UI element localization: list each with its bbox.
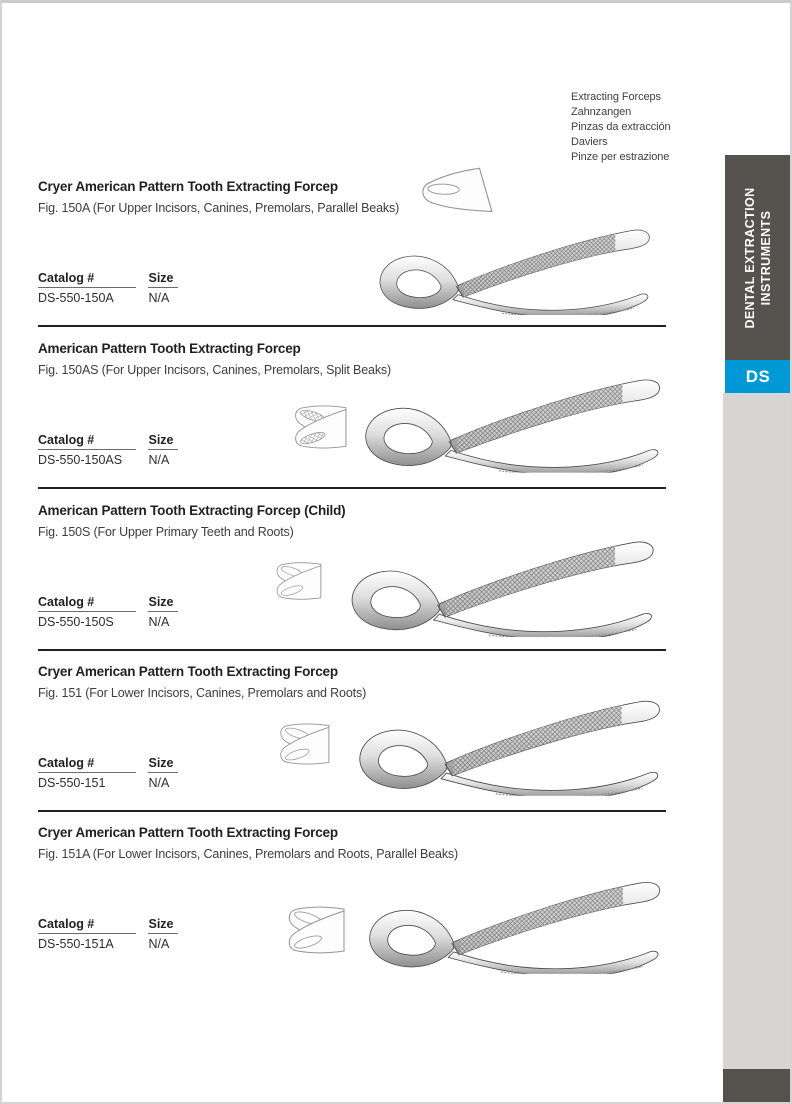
catalog-number: DS-550-151A xyxy=(38,937,114,951)
catalog-number: DS-550-151 xyxy=(38,776,106,790)
product-title: Cryer American Pattern Tooth Extracting Forcep xyxy=(38,664,338,679)
rail-footer-block xyxy=(723,1069,792,1104)
beak-tips-drawing xyxy=(274,700,338,788)
size-header: Size xyxy=(148,756,178,773)
rail-background xyxy=(723,393,792,1069)
section-divider xyxy=(38,325,666,327)
product-section xyxy=(38,503,666,664)
category-tab-label: DENTAL EXTRACTION INSTRUMENTS xyxy=(742,186,773,329)
catalog-header: Catalog # xyxy=(38,595,136,612)
size-value: N/A xyxy=(148,937,170,951)
product-title: American Pattern Tooth Extracting Forcep (Child) xyxy=(38,503,346,518)
spec-table xyxy=(38,271,178,305)
spec-table xyxy=(38,433,178,467)
translations-block xyxy=(571,90,671,165)
ds-badge: DS xyxy=(725,360,791,393)
catalog-header: Catalog # xyxy=(38,433,136,450)
product-section xyxy=(38,825,666,986)
product-title: American Pattern Tooth Extracting Forcep xyxy=(38,341,301,356)
spec-table xyxy=(38,595,178,629)
product-title: Cryer American Pattern Tooth Extracting Forcep xyxy=(38,179,338,194)
catalog-header: Catalog # xyxy=(38,271,136,288)
category-tab xyxy=(725,155,791,360)
size-value: N/A xyxy=(148,291,170,305)
beak-tips-drawing xyxy=(290,381,354,473)
forceps-photo xyxy=(364,213,666,315)
size-value: N/A xyxy=(148,776,170,790)
translation-line: Daviers xyxy=(571,136,608,148)
product-figure: Fig. 150A (For Upper Incisors, Canines, Premolars, Parallel Beaks) xyxy=(38,201,400,215)
product-figure: Fig. 151A (For Lower Incisors, Canines, Premolars and Roots, Parallel Beaks) xyxy=(38,847,459,861)
spec-table xyxy=(38,756,178,790)
section-divider xyxy=(38,810,666,812)
product-figure: Fig. 150AS (For Upper Incisors, Canines, Premolars, Split Beaks) xyxy=(38,363,392,377)
product-section xyxy=(38,664,666,825)
catalog-header: Catalog # xyxy=(38,756,136,773)
size-header: Size xyxy=(148,595,178,612)
size-value: N/A xyxy=(148,615,170,629)
section-divider xyxy=(38,649,666,651)
catalog-number: DS-550-150S xyxy=(38,615,114,629)
side-rail xyxy=(723,153,792,1104)
product-section xyxy=(38,341,666,502)
translation-line: Pinze per estrazione xyxy=(571,151,670,163)
size-header: Size xyxy=(148,271,178,288)
translation-line: Zahnzangen xyxy=(571,106,632,118)
beak-tips-drawing xyxy=(268,541,332,621)
product-title: Cryer American Pattern Tooth Extracting Forcep xyxy=(38,825,338,840)
translation-line: Extracting Forceps xyxy=(571,91,661,103)
translation-line: Pinzas da extracción xyxy=(571,121,671,133)
size-header: Size xyxy=(148,433,178,450)
forceps-photo xyxy=(360,361,666,473)
forceps-photo xyxy=(364,855,666,983)
section-divider xyxy=(38,487,666,489)
forceps-photo xyxy=(354,682,666,796)
catalog-number: DS-550-150A xyxy=(38,291,114,305)
size-header: Size xyxy=(148,917,178,934)
product-figure: Fig. 151 (For Lower Incisors, Canines, Premolars and Roots) xyxy=(38,686,367,700)
catalog-number: DS-550-150AS xyxy=(38,453,123,467)
product-section xyxy=(38,179,666,340)
spec-table xyxy=(38,917,178,951)
catalog-header: Catalog # xyxy=(38,917,136,934)
forceps-photo xyxy=(340,523,666,637)
size-value: N/A xyxy=(148,453,170,467)
beak-tips-drawing xyxy=(286,879,350,981)
product-figure: Fig. 150S (For Upper Primary Teeth and Roots) xyxy=(38,525,294,539)
